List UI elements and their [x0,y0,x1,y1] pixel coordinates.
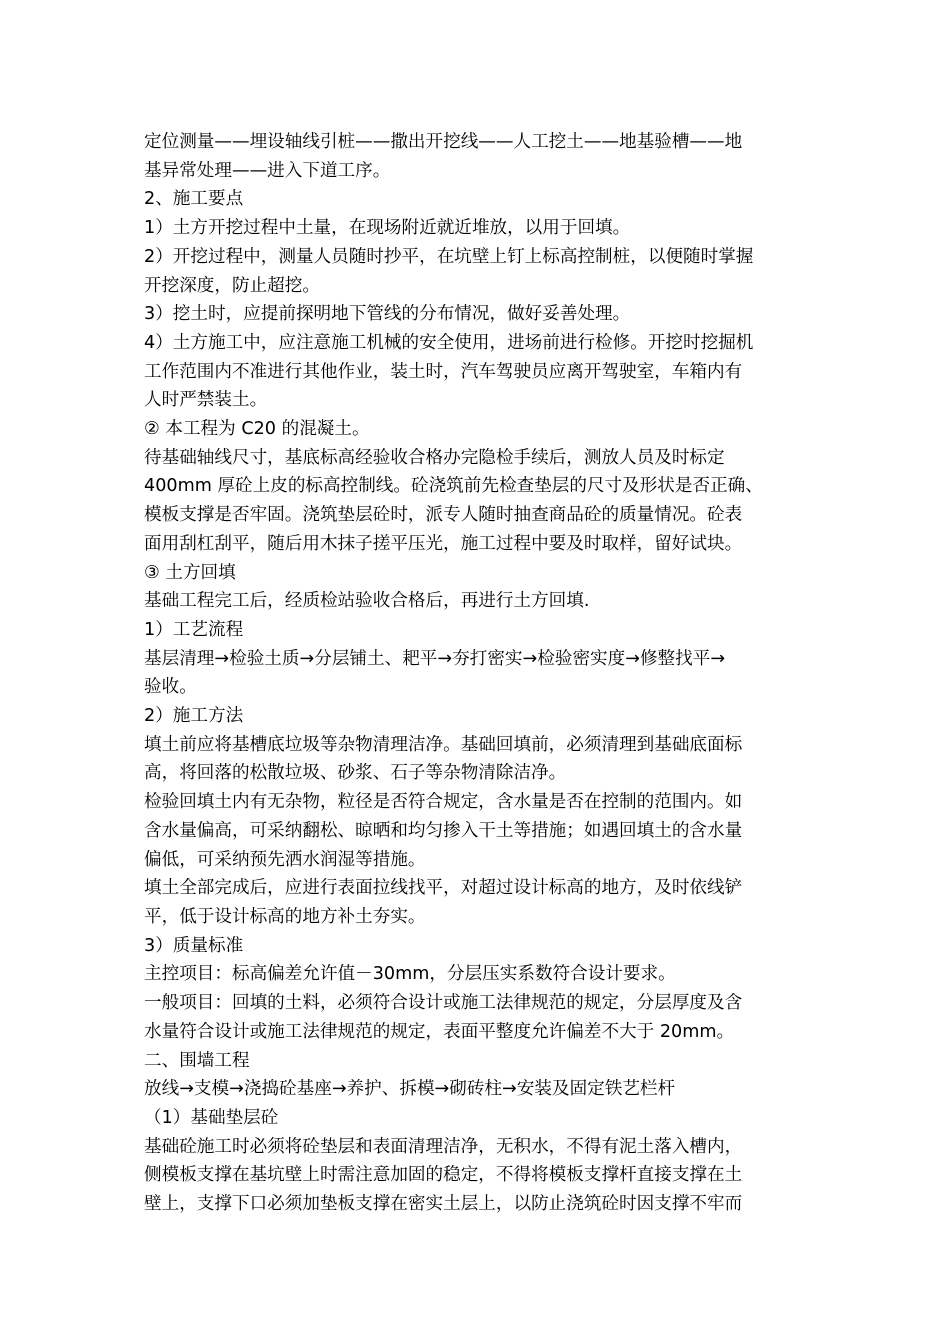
text-line: 验收。 [144,677,197,698]
text-line: 填土全部完成后，应进行表面拉线找平，对超过设计标高的地方，及时依线铲 [144,878,743,899]
text-line: 1）土方开挖过程中土量，在现场附近就近堆放，以用于回填。 [144,218,631,239]
text-line: 面用刮杠刮平，随后用木抹子搓平压光，施工过程中要及时取样，留好试块。 [144,533,743,554]
section-heading: （1）基础垫层砼 [144,1107,279,1128]
text-line: 侧模板支撑在基坑壁上时需注意加固的稳定，不得将模板支撑杆直接支撑在土 [144,1165,743,1186]
text-line: 平，低于设计标高的地方补土夯实。 [144,906,426,927]
document-body [144,128,812,1219]
text-line: 工作范围内不准进行其他作业，装土时，汽车驾驶员应离开驾驶室，车箱内有 [144,361,743,382]
section-heading: ② 本工程为 C20 的混凝土。 [144,419,370,440]
text-line: 基异常处理——进入下道工序。 [144,160,391,181]
text-line: 开挖深度，防止超挖。 [144,275,320,296]
text-line: 高，将回落的松散垃圾、砂浆、石子等杂物清除洁净。 [144,763,567,784]
text-line: 基础砼施工时必须将砼垫层和表面清理洁净，无积水，不得有泥土落入槽内， [144,1136,743,1157]
section-heading: 2）施工方法 [144,706,244,727]
text-line: 检验回填土内有无杂物，粒径是否符合规定，含水量是否在控制的范围内。如 [144,792,743,813]
text-line: 人时严禁装土。 [144,390,268,411]
text-line: 待基础轴线尺寸，基底标高经验收合格办完隐检手续后，测放人员及时标定 [144,447,725,468]
text-line: 含水量偏高，可采纳翻松、晾晒和均匀掺入干土等措施；如遇回填土的含水量 [144,820,743,841]
text-line: 2）开挖过程中，测量人员随时抄平，在坑壁上钉上标高控制桩，以便随时掌握 [144,246,754,267]
section-heading: 1）工艺流程 [144,619,244,640]
text-line: 模板支撑是否牢固。浇筑垫层砼时，派专人随时抽查商品砼的质量情况。砼表 [144,505,743,526]
text-line: 基础工程完工后，经质检站验收合格后，再进行土方回填. [144,591,590,612]
text-line: 主控项目：标高偏差允许值－30mm，分层压实系数符合设计要求。 [144,964,676,985]
text-line: 基层清理→检验土质→分层铺土、耙平→夯打密实→检验密实度→修整找平→ [144,648,726,669]
text-line: 放线→支模→浇捣砼基座→养护、拆模→砌砖柱→安装及固定铁艺栏杆 [144,1079,676,1100]
text-line: 定位测量——埋设轴线引桩——撒出开挖线——人工挖土——地基验槽——地 [144,132,743,152]
section-heading: 二、围墙工程 [144,1050,250,1071]
section-heading: 3）质量标准 [144,935,244,956]
text-line: 填土前应将基槽底垃圾等杂物清理洁净。基础回填前，必须清理到基础底面标 [144,734,743,755]
section-heading: 2、施工要点 [144,189,244,210]
text-line: 4）土方施工中，应注意施工机械的安全使用，进场前进行检修。开挖时挖掘机 [144,332,754,353]
text-line: 400mm 厚砼上皮的标高控制线。砼浇筑前先检查垫层的尺寸及形状是否正确、 [144,476,763,497]
text-line: 偏低，可采纳预先洒水润湿等措施。 [144,849,426,870]
text-line: 水量符合设计或施工法律规范的规定，表面平整度允许偏差不大于 20mm。 [144,1021,735,1042]
text-line: 一般项目：回填的土料，必须符合设计或施工法律规范的规定，分层厚度及含 [144,993,743,1014]
text-line: 壁上，支撑下口必须加垫板支撑在密实土层上，以防止浇筑砼时因支撑不牢而 [144,1194,743,1215]
text-line: 3）挖土时，应提前探明地下管线的分布情况，做好妥善处理。 [144,304,631,325]
section-heading: ③ 土方回填 [144,562,236,583]
